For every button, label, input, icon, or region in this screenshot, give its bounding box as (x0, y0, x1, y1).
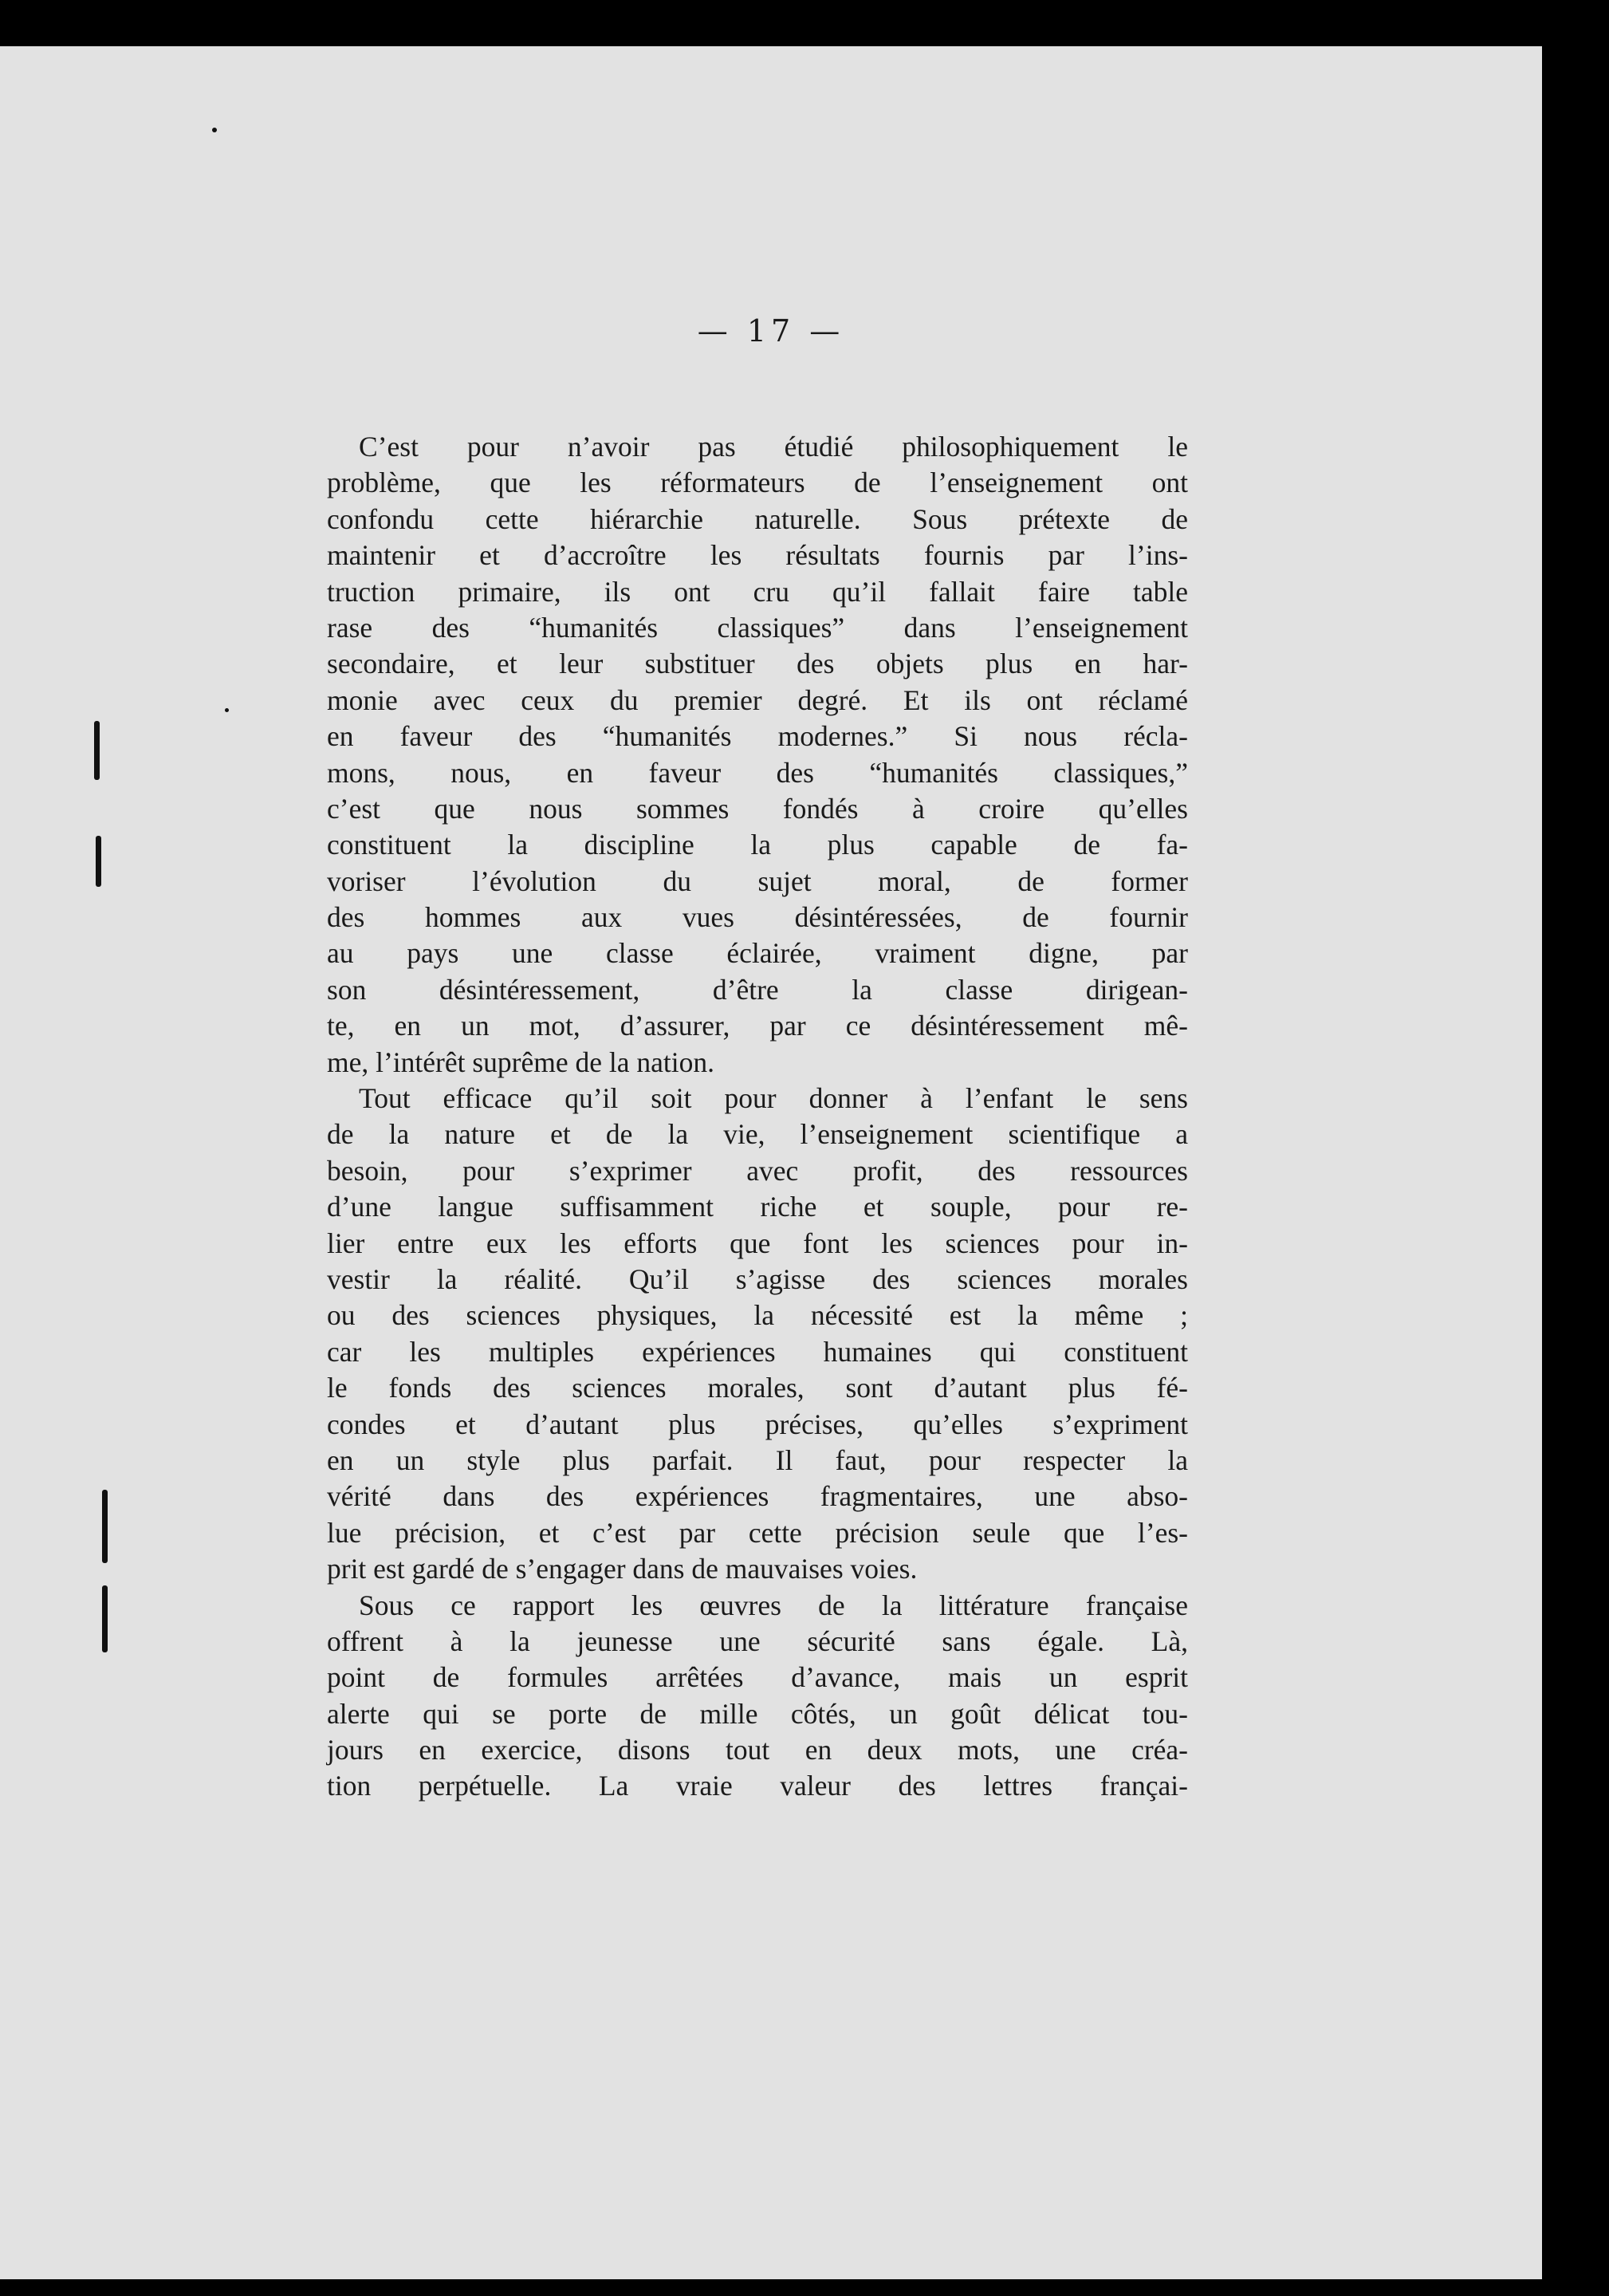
text-line: tion perpétuelle. La vraie valeur des lettres françai- (327, 1770, 1188, 1802)
paragraph-3 (327, 1588, 1188, 1805)
page-number: — 17 — (697, 313, 845, 349)
text-line: vestir la réalité. Qu’il s’agisse des sciences morales (327, 1262, 1188, 1295)
scan-mark (94, 721, 100, 780)
text-line: le fonds des sciences morales, sont d’autant plus fé- (327, 1372, 1188, 1404)
text-line: point de formules arrêtées d’avance, mais un esprit (327, 1661, 1188, 1694)
text-line: besoin, pour s’exprimer avec profit, des ressources (327, 1154, 1188, 1187)
text-line: Tout efficace qu’il soit pour donner à l’enfant le sens (359, 1082, 1188, 1115)
text-line: voriser l’évolution du sujet moral, de former (327, 864, 1188, 897)
scanned-page (0, 46, 1542, 2279)
text-line: confondu cette hiérarchie naturelle. Sous prétexte de (327, 502, 1188, 535)
text-line: en un style plus parfait. Il faut, pour respecter la (327, 1443, 1188, 1476)
scan-mark (102, 1490, 108, 1563)
text-line: d’une langue suffisamment riche et souple, pour re- (327, 1191, 1188, 1223)
scan-mark (96, 836, 101, 887)
text-line: au pays une classe éclairée, vraiment digne, par (327, 937, 1188, 970)
text-line: monie avec ceux du premier degré. Et ils ont réclamé (327, 683, 1188, 716)
text-line: ou des sciences physiques, la nécessité est la même ; (327, 1299, 1188, 1332)
text-line: condes et d’autant plus précises, qu’elles s’expriment (327, 1408, 1188, 1440)
text-line: alerte qui se porte de mille côtés, un goût délicat tou- (327, 1697, 1188, 1730)
text-line: te, en un mot, d’assurer, par ce désintéressement mê- (327, 1010, 1188, 1042)
text-line: vérité dans des expériences fragmentaires, une abso- (327, 1480, 1188, 1513)
text-line: constituent la discipline la plus capable de fa- (327, 829, 1188, 861)
text-line: truction primaire, ils ont cru qu’il fallait faire table (327, 575, 1188, 608)
text-line: jours en exercice, disons tout en deux mots, une créa- (327, 1734, 1188, 1766)
scan-mark (102, 1585, 108, 1652)
text-line: lue précision, et c’est par cette précision seule que l’es- (327, 1516, 1188, 1549)
text-line: C’est pour n’avoir pas étudié philosophiquement le (359, 431, 1188, 463)
text-line: me, l’intérêt suprême de la nation. (327, 1046, 714, 1078)
text-line: Sous ce rapport les œuvres de la littérature française (359, 1589, 1188, 1621)
text-line: secondaire, et leur substituer des objets plus en har- (327, 648, 1188, 680)
text-line: des hommes aux vues désintéressées, de fournir (327, 901, 1188, 934)
scan-mark (212, 128, 217, 132)
text-line: rase des “humanités classiques” dans l’enseignement (327, 611, 1188, 644)
text-line: car les multiples expériences humaines qui constituent (327, 1335, 1188, 1368)
text-line: prit est gardé de s’engager dans de mauvaises voies. (327, 1553, 918, 1585)
text-line: mons, nous, en faveur des “humanités classiques,” (327, 756, 1188, 789)
text-line: maintenir et d’accroître les résultats fournis par l’ins- (327, 539, 1188, 572)
body-text (327, 429, 1188, 1805)
paragraph-1 (327, 429, 1188, 1081)
text-line: son désintéressement, d’être la classe dirigean- (327, 973, 1188, 1006)
paragraph-2 (327, 1081, 1188, 1587)
text-line: lier entre eux les efforts que font les sciences pour in- (327, 1227, 1188, 1259)
text-line: problème, que les réformateurs de l’enseignement ont (327, 467, 1188, 499)
text-line: c’est que nous sommes fondés à croire qu’elles (327, 792, 1188, 825)
scan-mark (225, 708, 229, 712)
text-line: de la nature et de la vie, l’enseignement scientifique a (327, 1118, 1188, 1151)
text-line: en faveur des “humanités modernes.” Si nous récla- (327, 720, 1188, 753)
text-line: offrent à la jeunesse une sécurité sans égale. Là, (327, 1625, 1188, 1657)
